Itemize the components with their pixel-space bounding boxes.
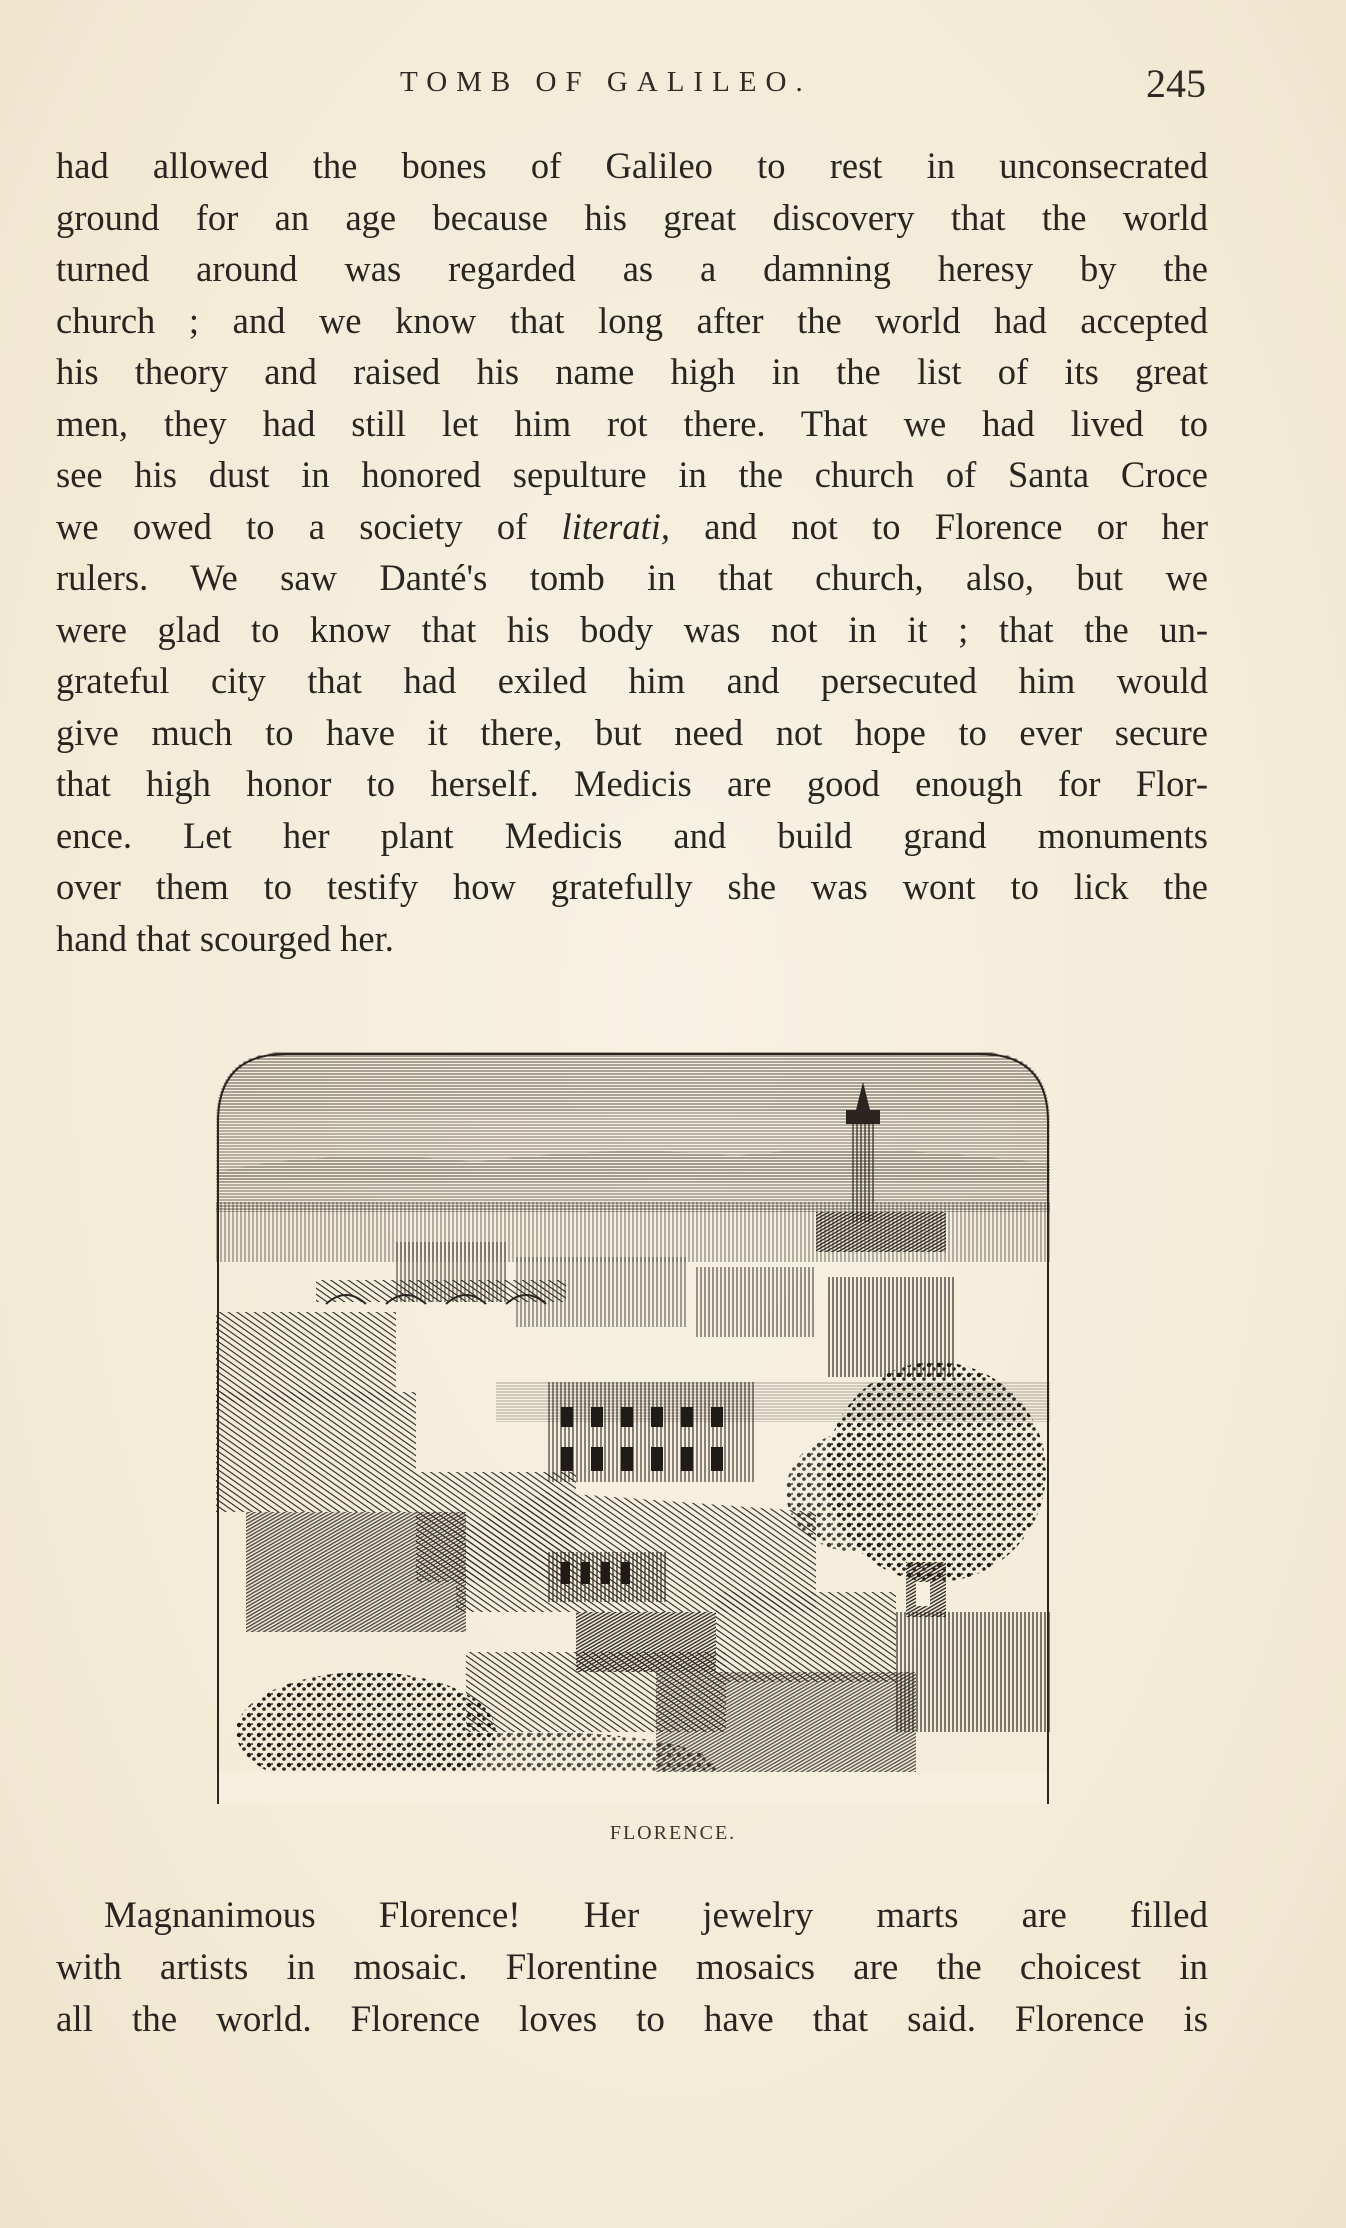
text-line: his theory and raised his name high in the list of its great [56, 351, 1208, 392]
text-line: had allowed the bones of Galileo to rest in unconsecrated [56, 145, 1208, 186]
text-line: give much to have it there, but need not hope to ever secure [56, 711, 1208, 753]
page-number: 245 [1146, 61, 1206, 106]
text-line: ground for an age because his great discovery that the world [56, 196, 1208, 238]
text-segment: we owed to a society of [56, 505, 528, 547]
text-line: all the world. Florence loves to have that said. Florence is [56, 1999, 1208, 2040]
text-line: were glad to know that his body was not in it ; that the un- [56, 608, 1208, 650]
figure-caption: FLORENCE. [609, 1822, 737, 1844]
florence-engraving [216, 1052, 1050, 1804]
text-line: ence. Let her plant Medicis and build grand monuments [56, 814, 1208, 856]
text-segment: and not to Florence or her [704, 505, 1209, 547]
text-line: rulers. We saw Danté's tomb in that church, also, but we [56, 557, 1208, 598]
upper-paragraph [56, 140, 1208, 964]
text-line: grateful city that had exiled him and persecuted him would [56, 660, 1208, 701]
italic-word-literati: literati, [561, 505, 671, 547]
text-line: that high honor to herself. Medicis are good enough for Flor- [56, 763, 1208, 804]
text-line: with artists in mosaic. Florentine mosaics are the choicest in [56, 1947, 1208, 1988]
running-head: TOMB OF GALILEO. [400, 66, 812, 98]
text-line: turned around was regarded as a damning heresy by the [56, 248, 1208, 289]
text-line: see his dust in honored sepulture in the church of Santa Croce [56, 454, 1208, 495]
text-line: hand that scourged her. [56, 917, 394, 959]
text-line: over them to testify how gratefully she was wont to lick the [56, 866, 1208, 907]
text-line: church ; and we know that long after the world had accepted [56, 299, 1208, 341]
engraving-illustration [216, 1052, 1050, 1804]
text-line: Magnanimous Florence! Her jewelry marts are filled [104, 1895, 1208, 1936]
lower-paragraph [56, 1890, 1208, 2046]
text-line: men, they had still let him rot there. That we had lived to [56, 402, 1208, 444]
text-line-with-italic [56, 501, 1208, 553]
